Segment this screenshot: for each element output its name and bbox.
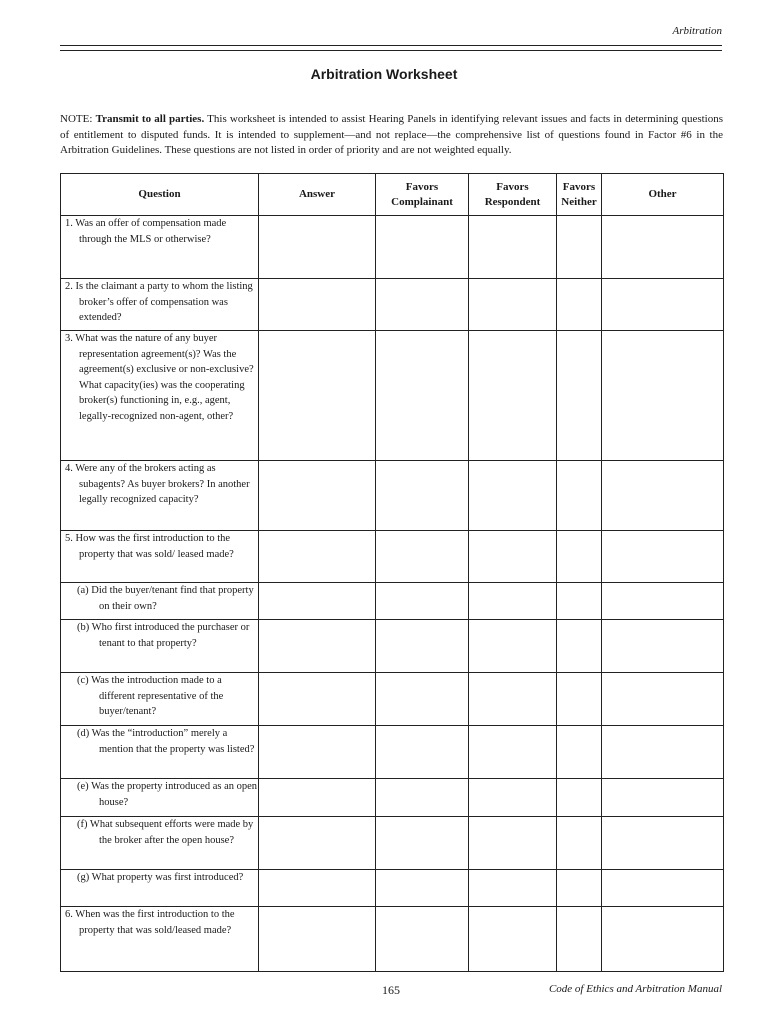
other-cell[interactable] — [602, 779, 724, 817]
header-rule-top — [60, 45, 722, 46]
worksheet-table — [60, 173, 724, 972]
worksheet-body — [61, 216, 724, 972]
other-cell[interactable] — [602, 817, 724, 870]
question-cell: 1. Was an offer of compensation made through the MLS or otherwise? — [61, 216, 259, 279]
question-cell: (f) What subsequent efforts were made by the broker after the open house? — [61, 817, 259, 870]
favors-complainant-cell[interactable] — [376, 907, 469, 972]
favors-complainant-cell[interactable] — [376, 279, 469, 331]
table-row — [61, 779, 724, 817]
favors-complainant-cell[interactable] — [376, 583, 469, 620]
note-paragraph — [60, 112, 723, 159]
favors-complainant-cell[interactable] — [376, 779, 469, 817]
col-header-favors-neither: Favors Neither — [557, 174, 602, 216]
favors-neither-cell[interactable] — [557, 779, 602, 817]
page-number: 165 — [382, 983, 400, 997]
answer-cell[interactable] — [259, 583, 376, 620]
answer-cell[interactable] — [259, 817, 376, 870]
col-header-question: Question — [61, 174, 259, 216]
question-cell: 3. What was the nature of any buyer representation agreement(s)? Was the agreement(s) exclusive or non-exclusive? What capacity(ies) was the cooperating broker(s) functioning in, e.g., agent, legally-recognized non-agent, other? — [61, 331, 259, 461]
question-cell: 4. Were any of the brokers acting as subagents? As buyer brokers? In another legally recognized capacity? — [61, 461, 259, 531]
other-cell[interactable] — [602, 279, 724, 331]
question-cell: (e) Was the property introduced as an open house? — [61, 779, 259, 817]
favors-respondent-cell[interactable] — [469, 531, 557, 583]
favors-neither-cell[interactable] — [557, 817, 602, 870]
favors-complainant-cell[interactable] — [376, 620, 469, 673]
favors-complainant-cell[interactable] — [376, 216, 469, 279]
answer-cell[interactable] — [259, 907, 376, 972]
table-row — [61, 726, 724, 779]
table-row — [61, 870, 724, 907]
favors-neither-cell[interactable] — [557, 870, 602, 907]
table-row — [61, 817, 724, 870]
table-row — [61, 907, 724, 972]
favors-respondent-cell[interactable] — [469, 620, 557, 673]
answer-cell[interactable] — [259, 779, 376, 817]
col-header-other: Other — [602, 174, 724, 216]
other-cell[interactable] — [602, 870, 724, 907]
favors-neither-cell[interactable] — [557, 583, 602, 620]
favors-neither-cell[interactable] — [557, 907, 602, 972]
favors-respondent-cell[interactable] — [469, 461, 557, 531]
table-row — [61, 331, 724, 461]
favors-neither-cell[interactable] — [557, 216, 602, 279]
question-cell: (a) Did the buyer/tenant find that property on their own? — [61, 583, 259, 620]
favors-neither-cell[interactable] — [557, 331, 602, 461]
question-cell: (g) What property was first introduced? — [61, 870, 259, 907]
question-cell: (d) Was the “introduction” merely a mention that the property was listed? — [61, 726, 259, 779]
table-row — [61, 583, 724, 620]
question-cell: (b) Who first introduced the purchaser or tenant to that property? — [61, 620, 259, 673]
note-bold: Transmit to all parties. — [95, 113, 205, 125]
favors-neither-cell[interactable] — [557, 461, 602, 531]
favors-respondent-cell[interactable] — [469, 673, 557, 726]
favors-neither-cell[interactable] — [557, 620, 602, 673]
table-row — [61, 461, 724, 531]
footer-publication: Code of Ethics and Arbitration Manual — [548, 983, 722, 995]
other-cell[interactable] — [602, 620, 724, 673]
favors-complainant-cell[interactable] — [376, 870, 469, 907]
col-header-favors-respondent: Favors Respondent — [469, 174, 557, 216]
favors-respondent-cell[interactable] — [469, 779, 557, 817]
answer-cell[interactable] — [259, 726, 376, 779]
answer-cell[interactable] — [259, 531, 376, 583]
table-row — [61, 620, 724, 673]
question-cell: 6. When was the first introduction to the property that was sold/leased made? — [61, 907, 259, 972]
page-title: Arbitration Worksheet — [310, 66, 458, 82]
other-cell[interactable] — [602, 331, 724, 461]
other-cell[interactable] — [602, 531, 724, 583]
header-rule-bottom — [60, 50, 722, 51]
table-row — [61, 673, 724, 726]
favors-complainant-cell[interactable] — [376, 461, 469, 531]
table-row — [61, 279, 724, 331]
favors-neither-cell[interactable] — [557, 673, 602, 726]
favors-neither-cell[interactable] — [557, 279, 602, 331]
favors-complainant-cell[interactable] — [376, 331, 469, 461]
favors-complainant-cell[interactable] — [376, 531, 469, 583]
favors-respondent-cell[interactable] — [469, 331, 557, 461]
table-header-row — [61, 174, 724, 216]
favors-neither-cell[interactable] — [557, 726, 602, 779]
other-cell[interactable] — [602, 216, 724, 279]
favors-respondent-cell[interactable] — [469, 216, 557, 279]
answer-cell[interactable] — [259, 620, 376, 673]
favors-respondent-cell[interactable] — [469, 870, 557, 907]
note-prefix: NOTE: — [60, 113, 96, 125]
question-cell: 5. How was the first introduction to the property that was sold/ leased made? — [61, 531, 259, 583]
other-cell[interactable] — [602, 726, 724, 779]
answer-cell[interactable] — [259, 870, 376, 907]
favors-respondent-cell[interactable] — [469, 817, 557, 870]
note-body: This worksheet is intended to assist Hearing Panels in identifying relevant issues and facts in determining questions of entitlement to disputed funds. It is intended to supplement—and not replace—the comprehensive list of questions found in Factor #6 in the Arbitration Guidelines. These questions are not listed in order of priority and are not weighted equally. — [60, 113, 723, 156]
favors-complainant-cell[interactable] — [376, 726, 469, 779]
table-row — [61, 531, 724, 583]
favors-complainant-cell[interactable] — [376, 673, 469, 726]
answer-cell[interactable] — [259, 216, 376, 279]
other-cell[interactable] — [602, 461, 724, 531]
favors-complainant-cell[interactable] — [376, 817, 469, 870]
header-section-label: Arbitration — [672, 25, 722, 37]
favors-respondent-cell[interactable] — [469, 279, 557, 331]
answer-cell[interactable] — [259, 673, 376, 726]
other-cell[interactable] — [602, 907, 724, 972]
favors-respondent-cell[interactable] — [469, 583, 557, 620]
col-header-answer: Answer — [259, 174, 376, 216]
answer-cell[interactable] — [259, 279, 376, 331]
other-cell[interactable] — [602, 673, 724, 726]
answer-cell[interactable] — [259, 461, 376, 531]
table-row — [61, 216, 724, 279]
question-cell: 2. Is the claimant a party to whom the listing broker’s offer of compensation was extended? — [61, 279, 259, 331]
col-header-favors-complainant: Favors Complainant — [376, 174, 469, 216]
other-cell[interactable] — [602, 583, 724, 620]
favors-respondent-cell[interactable] — [469, 907, 557, 972]
question-cell: (c) Was the introduction made to a different representative of the buyer/tenant? — [61, 673, 259, 726]
answer-cell[interactable] — [259, 331, 376, 461]
favors-neither-cell[interactable] — [557, 531, 602, 583]
favors-respondent-cell[interactable] — [469, 726, 557, 779]
